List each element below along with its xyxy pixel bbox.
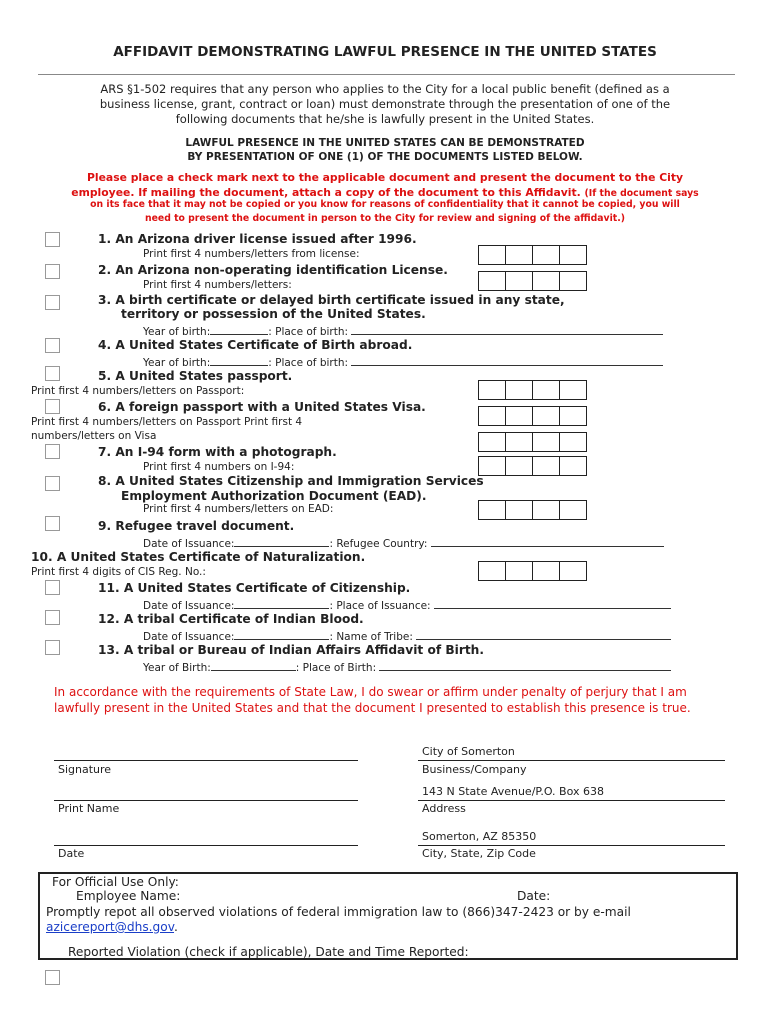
year-of-birth-label: Year of birth: (143, 326, 211, 338)
item-6-label: 6. A foreign passport with a United States Visa. (98, 400, 426, 414)
intro-text (0, 82, 770, 127)
intro-line: ARS §1-502 requires that any person who applies to the City for a local public benefit (defined as a (100, 82, 670, 96)
intro-line: following documents that he/she is lawfully present in the United States. (175, 112, 595, 126)
business-line (418, 760, 725, 761)
item-6-sub-cont: numbers/letters on Visa (31, 430, 157, 442)
item-3-label-cont: territory or possession of the United States. (121, 307, 426, 321)
date-of-issuance-label: Date of Issuance: (143, 600, 235, 612)
address-label: Address (422, 802, 466, 815)
item-4-sub (143, 354, 663, 370)
date-of-issuance-label: Date of Issuance: (143, 538, 235, 550)
report-email-link[interactable]: azicereport@dhs.gov (46, 920, 175, 934)
notice-line: BY PRESENTATION OF ONE (1) OF THE DOCUMENTS LISTED BELOW. (187, 151, 583, 163)
page-title: AFFIDAVIT DEMONSTRATING LAWFUL PRESENCE IN THE UNITED STATES (113, 44, 657, 60)
report-instructions: Promptly repot all observed violations of federal immigration law to (866)347-2423 or by e-mail (46, 905, 631, 919)
checkbox-item-8[interactable] (45, 476, 60, 491)
refugee-country-field[interactable] (431, 535, 664, 547)
year-of-birth-field[interactable] (210, 354, 268, 366)
item-8-sub: Print first 4 numbers/letters on EAD: (143, 503, 334, 515)
year-of-birth-field[interactable] (211, 659, 296, 671)
official-heading: For Official Use Only: (52, 875, 179, 889)
checkbox-reported-violation[interactable] (45, 970, 60, 985)
item-12-label: 12. A tribal Certificate of Indian Blood. (98, 612, 364, 626)
item-2-sub: Print first 4 numbers/letters: (143, 279, 292, 291)
item-5-sub: Print first 4 numbers/letters on Passport: (31, 385, 245, 397)
checkbox-item-13[interactable] (45, 640, 60, 655)
item-1-entry-boxes[interactable] (479, 245, 587, 265)
intro-line: business license, grant, contract or loan) must demonstrate through the presentation of one of the (99, 97, 671, 111)
place-of-birth-field[interactable] (379, 659, 671, 671)
item-11-label: 11. A United States Certificate of Citizenship. (98, 581, 411, 595)
checkbox-item-11[interactable] (45, 580, 60, 595)
item-2-label: 2. An Arizona non-operating identification License. (98, 263, 448, 277)
refugee-country-label: : Refugee Country: (329, 538, 428, 550)
item-10-sub: Print first 4 digits of CIS Reg. No.: (31, 566, 206, 578)
item-4-label: 4. A United States Certificate of Birth abroad. (98, 338, 413, 352)
place-of-birth-field[interactable] (351, 354, 663, 366)
item-9-sub (143, 535, 664, 551)
title-divider (38, 74, 735, 75)
place-of-birth-field[interactable] (351, 323, 663, 335)
place-of-issuance-field[interactable] (434, 597, 671, 609)
date-of-issuance-field[interactable] (234, 597, 329, 609)
instructions (0, 170, 770, 201)
item-7-sub: Print first 4 numbers on I-94: (143, 461, 295, 473)
instruction-line: need to present the document in person to the City for review and signing of the affidavit.) (144, 213, 626, 224)
date-of-issuance-field[interactable] (234, 628, 329, 640)
instruction-line: on its face that it may not be copied or you know for reasons of confidentiality that it cannot be copied, you will (90, 199, 680, 210)
name-of-tribe-label: : Name of Tribe: (329, 631, 413, 643)
year-of-birth-label: Year of birth: (143, 357, 211, 369)
year-of-birth-label: Year of Birth: (143, 662, 211, 674)
instruction-small: (If the document says (584, 188, 699, 199)
official-date-label: Date: (517, 889, 551, 903)
print-name-line[interactable] (54, 800, 358, 801)
item-10-label: 10. A United States Certificate of Naturalization. (31, 550, 366, 564)
checkbox-item-7[interactable] (45, 444, 60, 459)
item-2-entry-boxes[interactable] (479, 271, 587, 291)
instructions-note (0, 198, 770, 226)
email-period: . (174, 920, 178, 934)
item-7-label: 7. An I-94 form with a photograph. (98, 445, 337, 459)
item-7-entry-boxes[interactable] (479, 456, 587, 476)
item-6-passport-boxes[interactable] (479, 406, 587, 426)
name-of-tribe-field[interactable] (416, 628, 671, 640)
item-13-label: 13. A tribal or Bureau of Indian Affairs Affidavit of Birth. (98, 643, 484, 657)
city-line (418, 845, 725, 846)
print-name-label: Print Name (58, 802, 120, 815)
instruction-line: Please place a check mark next to the applicable document and present the document to the City (86, 171, 684, 184)
item-1-sub: Print first 4 numbers/letters from license: (143, 248, 360, 260)
address-value: 143 N State Avenue/P.O. Box 638 (422, 785, 604, 798)
date-of-issuance-label: Date of Issuance: (143, 631, 235, 643)
instruction-text: employee. If mailing the document, attach a copy of the document to this Affidavit. (71, 186, 581, 199)
checkbox-item-5[interactable] (45, 366, 60, 381)
item-5-label: 5. A United States passport. (98, 369, 293, 383)
business-label: Business/Company (422, 763, 527, 776)
item-8-label-cont: Employment Authorization Document (EAD). (121, 489, 427, 503)
item-8-label: 8. A United States Citizenship and Immigration Services (98, 474, 484, 488)
city-value: Somerton, AZ 85350 (422, 830, 537, 843)
date-line[interactable] (54, 845, 358, 846)
city-label: City, State, Zip Code (422, 847, 536, 860)
notice-line: LAWFUL PRESENCE IN THE UNITED STATES CAN BE DEMONSTRATED (185, 137, 585, 149)
checkbox-item-3[interactable] (45, 295, 60, 310)
checkbox-item-9[interactable] (45, 516, 60, 531)
item-1-label: 1. An Arizona driver license issued after 1996. (98, 232, 417, 246)
year-of-birth-field[interactable] (210, 323, 268, 335)
checkbox-item-6[interactable] (45, 399, 60, 414)
place-of-birth-label: : Place of birth: (268, 357, 349, 369)
place-of-birth-label: : Place of birth: (268, 326, 349, 338)
place-of-issuance-label: : Place of Issuance: (329, 600, 431, 612)
item-6-sub: Print first 4 numbers/letters on Passport Print first 4 (31, 416, 303, 428)
signature-label: Signature (58, 763, 112, 776)
signature-line[interactable] (54, 760, 358, 761)
address-line (418, 800, 725, 801)
lawful-presence-notice (0, 136, 770, 164)
place-of-birth-label: : Place of Birth: (295, 662, 377, 674)
checkbox-item-2[interactable] (45, 264, 60, 279)
employee-name-label: Employee Name: (76, 889, 181, 903)
item-3-sub (143, 323, 663, 339)
business-value: City of Somerton (422, 745, 515, 758)
checkbox-item-1[interactable] (45, 232, 60, 247)
item-12-sub (143, 628, 671, 644)
oath-statement: In accordance with the requirements of State Law, I do swear or affirm under penalty of perjury that I am lawfully present in the United States and that the document I presented to establish this presence is true. (54, 685, 691, 715)
date-label: Date (58, 847, 85, 860)
checkbox-item-12[interactable] (45, 610, 60, 625)
item-9-label: 9. Refugee travel document. (98, 519, 295, 533)
item-8-entry-boxes[interactable] (479, 500, 587, 520)
item-5-entry-boxes[interactable] (479, 380, 587, 400)
item-10-entry-boxes[interactable] (479, 561, 587, 581)
reported-violation-label: Reported Violation (check if applicable), Date and Time Reported: (68, 945, 469, 959)
item-11-sub (143, 597, 671, 613)
report-email-line (46, 920, 178, 934)
date-of-issuance-field[interactable] (234, 535, 329, 547)
item-13-sub (143, 659, 671, 675)
checkbox-item-4[interactable] (45, 338, 60, 353)
item-6-visa-boxes[interactable] (479, 432, 587, 452)
item-3-label: 3. A birth certificate or delayed birth certificate issued in any state, (98, 293, 565, 307)
